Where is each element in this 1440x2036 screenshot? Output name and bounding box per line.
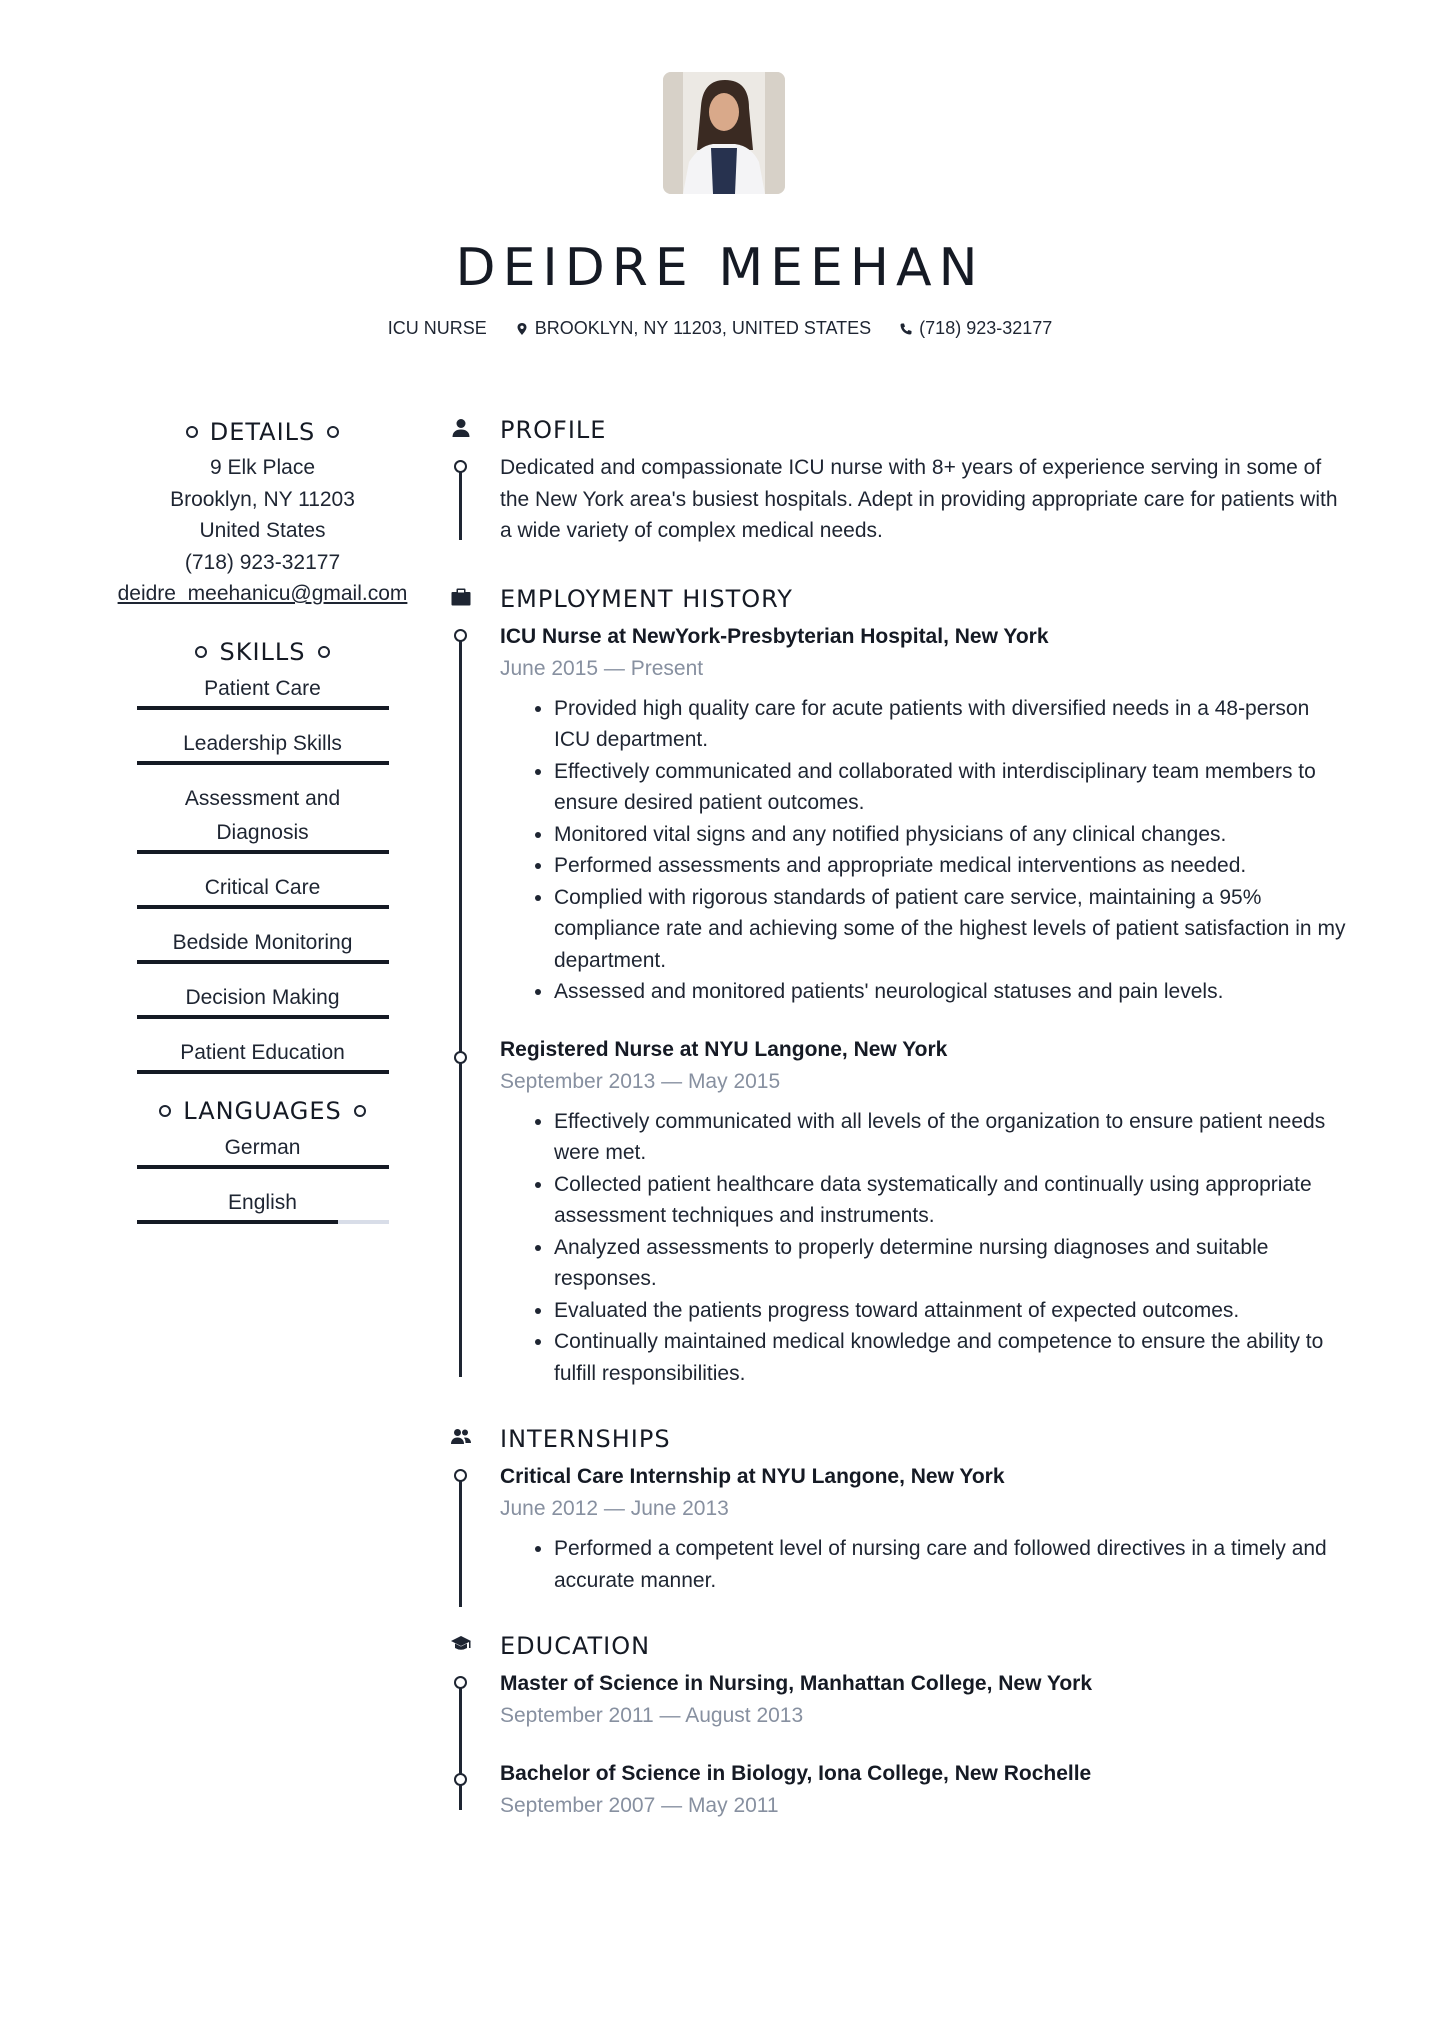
- language-item-level-bar: [137, 1165, 389, 1169]
- address-line: 9 Elk Place: [209, 456, 316, 479]
- skill-item: [137, 782, 389, 854]
- language-item-label: English: [228, 1190, 297, 1214]
- internship-entry-bullets: [500, 1533, 1350, 1596]
- timeline-dot: [454, 1469, 467, 1482]
- job-entry-bullets: [500, 693, 1350, 1008]
- employment-heading: EMPLOYMENT HISTORY: [500, 584, 793, 613]
- job-entry-title: Registered Nurse at NYU Langone, New York: [500, 1037, 948, 1061]
- job-entry-bullets: [500, 1106, 1350, 1390]
- language-item-level-fill: [137, 1165, 389, 1169]
- education-heading: EDUCATION: [500, 1632, 651, 1660]
- language-item: [137, 1131, 389, 1169]
- language-item-label: German: [224, 1135, 301, 1159]
- bullet-item: • Continually maintained medical knowledge and competence to ensure the ability to fulfill responsibilities.: [554, 1326, 1350, 1389]
- skill-item-level-fill: [137, 1070, 389, 1074]
- map-pin-icon: [515, 322, 529, 336]
- profile-photo: [663, 72, 785, 194]
- left-column: [100, 412, 425, 1241]
- candidate-name: DEIDRE MEEHAN: [455, 238, 985, 298]
- person-icon: [450, 417, 472, 439]
- internships-heading: INTERNSHIPS: [500, 1425, 671, 1453]
- timeline-line: [459, 464, 462, 540]
- skill-item-level-bar: [137, 1015, 389, 1019]
- timeline-line: [459, 1473, 462, 1607]
- internship-entry: [500, 1461, 1350, 1596]
- phone-icon: [899, 322, 913, 336]
- internships-section: [440, 1417, 1350, 1596]
- job-title-text: ICU NURSE: [387, 318, 487, 338]
- right-column: [440, 408, 1350, 1848]
- education-entry-title: Master of Science in Nursing, Manhattan College, New York: [500, 1672, 1093, 1695]
- skill-item: [137, 926, 389, 964]
- bullet-item: • Analyzed assessments to properly determine nursing diagnoses and suitable responses.: [554, 1232, 1350, 1295]
- ring-icon: [159, 1105, 171, 1117]
- education-entry: [500, 1668, 1350, 1732]
- timeline-dot: [454, 1773, 467, 1786]
- bullet-item: • Effectively communicated with all levels of the organization to ensure patient needs were met.: [554, 1106, 1350, 1169]
- skill-item-level-bar: [137, 960, 389, 964]
- internship-entry-title: Critical Care Internship at NYU Langone, New York: [500, 1465, 1005, 1488]
- skill-item: [137, 727, 389, 765]
- profile-heading: PROFILE: [500, 416, 607, 444]
- city-line: Brooklyn, NY 11203: [170, 487, 355, 511]
- ring-icon: [195, 646, 207, 658]
- internships-list: [500, 1461, 1350, 1596]
- profile-text: Dedicated and compassionate ICU nurse with 8+ years of experience serving in some of the New York area's busiest hospitals. Adept in providing appropriate care for patients with a wide variety of complex medical needs.: [500, 456, 1338, 542]
- skill-item-level-fill: [137, 761, 389, 765]
- bullet-item: • Evaluated the patients progress toward attainment of expected outcomes.: [554, 1295, 1350, 1327]
- skill-item: [137, 1036, 389, 1074]
- skill-item: [137, 871, 389, 909]
- education-list: [500, 1668, 1350, 1822]
- location: [515, 318, 871, 339]
- education-entry-title: Bachelor of Science in Biology, Iona College, New Rochelle: [500, 1762, 1092, 1785]
- ring-icon: [186, 426, 198, 438]
- phone-line: (718) 923-32177: [184, 550, 341, 574]
- skill-item-label: Patient Education: [180, 1040, 345, 1064]
- skill-item-label: Assessment and Diagnosis: [184, 786, 341, 844]
- briefcase-icon: [450, 586, 472, 608]
- skill-item-label: Decision Making: [185, 985, 340, 1009]
- timeline-line: [459, 633, 462, 1377]
- languages-list: [100, 1131, 425, 1224]
- education-entry-dates: September 2011 — August 2013: [500, 1704, 804, 1727]
- job-entry: [500, 1034, 1350, 1390]
- details-block: [100, 452, 425, 610]
- graduation-cap-icon: [450, 1633, 472, 1655]
- skill-item: [137, 981, 389, 1019]
- phone: [899, 318, 1052, 339]
- languages-heading-text: LANGUAGES: [183, 1096, 342, 1125]
- country-line: United States: [199, 519, 326, 542]
- skills-heading: [100, 632, 425, 672]
- ring-icon: [318, 646, 330, 658]
- skill-item-level-bar: [137, 850, 389, 854]
- timeline-dot: [454, 460, 467, 473]
- skill-item-level-bar: [137, 706, 389, 710]
- skills-heading-text: SKILLS: [219, 637, 306, 666]
- details-heading: [100, 412, 425, 452]
- skill-item-label: Bedside Monitoring: [172, 930, 353, 954]
- skill-item-label: Patient Care: [204, 676, 321, 700]
- languages-heading: [100, 1091, 425, 1131]
- ring-icon: [327, 426, 339, 438]
- skill-item-level-fill: [137, 850, 389, 854]
- education-section: [440, 1624, 1350, 1822]
- bullet-item: • Assessed and monitored patients' neurological statuses and pain levels.: [554, 976, 1350, 1008]
- job-entry: [500, 621, 1350, 1008]
- phone-text: (718) 923-32177: [919, 318, 1053, 338]
- ring-icon: [354, 1105, 366, 1117]
- skill-item-level-fill: [137, 1015, 389, 1019]
- bullet-item: • Performed assessments and appropriate medical interventions as needed.: [554, 850, 1350, 882]
- employment-section: [440, 577, 1350, 1390]
- language-item: [137, 1186, 389, 1224]
- job-title: [388, 318, 487, 339]
- skill-item-level-fill: [137, 905, 389, 909]
- education-entry-dates: September 2007 — May 2011: [500, 1794, 779, 1817]
- timeline-dot: [454, 1051, 467, 1064]
- timeline-dot: [454, 629, 467, 642]
- skill-item-label: Leadership Skills: [183, 731, 342, 755]
- profile-section: [440, 408, 1350, 547]
- portrait-image: [663, 72, 785, 194]
- email-link[interactable]: deidre_meehanicu@gmail.com: [117, 582, 408, 605]
- skill-item-level-bar: [137, 761, 389, 765]
- header-subline: [0, 318, 1440, 339]
- bullet-item: • Effectively communicated and collaborated with interdisciplinary team members to ensure desired patient outcomes.: [554, 756, 1350, 819]
- location-text: BROOKLYN, NY 11203, UNITED STATES: [534, 318, 872, 338]
- skill-item-level-bar: [137, 1070, 389, 1074]
- bullet-item: • Complied with rigorous standards of patient care service, maintaining a 95% compliance rate and achieving some of the highest levels of patient satisfaction in my department.: [554, 882, 1350, 977]
- bullet-item: • Performed a competent level of nursing care and followed directives in a timely and accurate manner.: [554, 1533, 1350, 1596]
- job-entry-title: ICU Nurse at NewYork-Presbyterian Hospital, New York: [500, 624, 1049, 648]
- people-icon: [450, 1426, 472, 1448]
- skill-item-level-fill: [137, 960, 389, 964]
- timeline-dot: [454, 1676, 467, 1689]
- details-heading-text: DETAILS: [209, 418, 316, 446]
- skill-item-level-fill: [137, 706, 389, 710]
- bullet-item: • Monitored vital signs and any notified physicians of any clinical changes.: [554, 819, 1350, 851]
- timeline-line: [459, 1680, 462, 1810]
- job-entry-dates: June 2015 — Present: [500, 656, 704, 680]
- bullet-item: • Collected patient healthcare data systematically and continually using appropriate assessment techniques and instruments.: [554, 1169, 1350, 1232]
- skill-item: [137, 672, 389, 710]
- job-entry-dates: September 2013 — May 2015: [500, 1069, 781, 1093]
- skills-list: [100, 672, 425, 1074]
- bullet-item: • Provided high quality care for acute patients with diversified needs in a 48-person ICU department.: [554, 693, 1350, 756]
- jobs-list: [500, 621, 1350, 1390]
- language-item-level-bar: [137, 1220, 389, 1224]
- skill-item-level-bar: [137, 905, 389, 909]
- skill-item-label: Critical Care: [204, 875, 321, 899]
- language-item-level-fill: [137, 1220, 339, 1224]
- education-entry: [500, 1758, 1350, 1822]
- internship-entry-dates: June 2012 — June 2013: [500, 1497, 729, 1520]
